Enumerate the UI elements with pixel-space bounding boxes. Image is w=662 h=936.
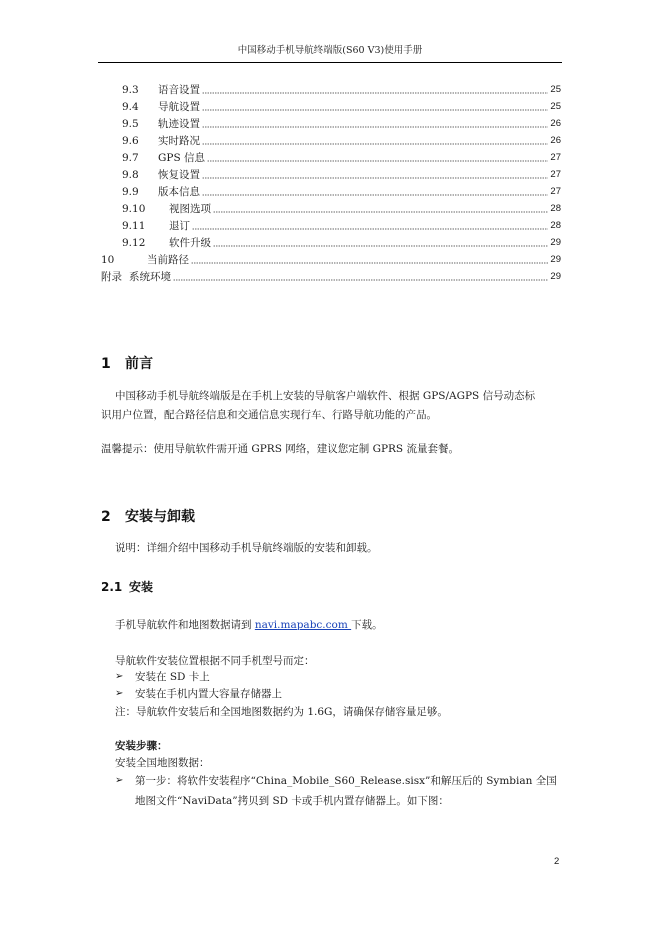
section-title: 安装与卸载 xyxy=(125,509,195,525)
toc-entry-9-11[interactable] xyxy=(122,216,561,233)
toc-leader-dots xyxy=(202,169,548,179)
toc-page-number: 27 xyxy=(550,186,561,197)
arrow-bullet-icon: ➢ xyxy=(115,688,124,699)
toc-leader-dots xyxy=(202,118,548,128)
toc-number: 10 xyxy=(101,254,115,266)
toc-page-number: 25 xyxy=(550,84,561,95)
arrow-bullet-icon: ➢ xyxy=(115,671,124,682)
toc-number: 9.10 xyxy=(122,203,146,215)
toc-leader-dots xyxy=(173,271,548,281)
bullet-item xyxy=(115,684,561,704)
section-1-paragraph-line-2: 识用户位置，配合路径信息和交通信息实现行车、行路导航功能的产品。 xyxy=(101,409,437,421)
toc-leader-dots xyxy=(207,152,548,162)
toc-entry-9-8[interactable] xyxy=(122,165,561,182)
section-2-description: 说明：详细介绍中国移动手机导航终端版的安装和卸载。 xyxy=(115,542,378,554)
toc-title: GPS 信息 xyxy=(158,152,205,164)
toc-entry-9-6[interactable] xyxy=(122,131,561,148)
download-suffix: 下载。 xyxy=(351,619,383,631)
toc-entry-appendix[interactable] xyxy=(101,267,561,284)
arrow-bullet-icon: ➢ xyxy=(115,775,124,786)
toc-leader-dots xyxy=(213,203,548,213)
toc-title: 恢复设置 xyxy=(158,169,200,181)
toc-page-number: 26 xyxy=(550,135,561,146)
toc-title: 实时路况 xyxy=(158,135,200,147)
toc-page-number: 26 xyxy=(550,118,561,129)
step-1-line-1: 第一步：将软件安装程序“China_Mobile_S60_Release.sisx”和解压后的 Symbian 全国 xyxy=(135,775,557,787)
toc-number: 9.7 xyxy=(122,152,139,164)
toc-number: 9.12 xyxy=(122,237,146,249)
toc-leader-dots xyxy=(202,186,548,196)
toc-page-number: 28 xyxy=(550,203,561,214)
install-steps-intro: 安装全国地图数据： xyxy=(115,757,210,769)
toc-number: 9.9 xyxy=(122,186,139,198)
toc-entry-9-3[interactable] xyxy=(122,80,561,97)
section-2-heading xyxy=(101,508,195,526)
toc-number: 9.6 xyxy=(122,135,139,147)
toc-title: 轨迹设置 xyxy=(158,118,200,130)
bullet-text: 安装在 SD 卡上 xyxy=(135,671,210,683)
toc-title: 系统环境 xyxy=(129,271,171,283)
download-paragraph xyxy=(115,615,561,635)
page-header xyxy=(98,44,562,63)
tip-paragraph: 温馨提示：使用导航软件需开通 GPRS 网络，建议您定制 GPRS 流量套餐。 xyxy=(101,443,459,455)
toc-page-number: 29 xyxy=(550,237,561,248)
toc-title: 导航设置 xyxy=(158,101,200,113)
section-1-heading xyxy=(101,355,153,373)
toc-entry-9-10[interactable] xyxy=(122,199,561,216)
toc-leader-dots xyxy=(202,135,548,145)
install-steps-heading: 安装步骤： xyxy=(115,740,168,752)
toc-page-number: 27 xyxy=(550,152,561,163)
toc-title: 视图选项 xyxy=(169,203,211,215)
toc-number: 9.11 xyxy=(122,220,146,232)
toc-entry-9-5[interactable] xyxy=(122,114,561,131)
toc-leader-dots xyxy=(191,254,548,264)
toc-entry-10[interactable] xyxy=(101,250,561,267)
download-link[interactable]: navi.mapabc.com xyxy=(254,619,352,631)
section-1-paragraph-line-1: 中国移动手机导航终端版是在手机上安装的导航客户端软件、根据 GPS/AGPS 信号动态标 xyxy=(115,390,536,402)
toc-title: 当前路径 xyxy=(147,254,189,266)
toc-title: 退订 xyxy=(169,220,190,232)
download-text: 手机导航软件和地图数据请到 xyxy=(115,619,255,631)
section-number: 1 xyxy=(101,356,111,372)
header-title: 中国移动手机导航终端版(S60 V3)使用手册 xyxy=(237,45,423,56)
toc-page-number: 29 xyxy=(550,254,561,265)
toc-entry-9-4[interactable] xyxy=(122,97,561,114)
toc-leader-dots xyxy=(202,84,548,94)
toc-number: 9.8 xyxy=(122,169,139,181)
step-1-line-2: 地图文件“NaviData”拷贝到 SD 卡或手机内置存储器上。如下图： xyxy=(135,795,449,807)
toc-title: 语音设置 xyxy=(158,84,200,96)
toc-page-number: 27 xyxy=(550,169,561,180)
toc-number: 附录 xyxy=(101,271,122,283)
section-number: 2 xyxy=(101,509,111,525)
storage-note: 注：导航软件安装后和全国地图数据约为 1.6G，请确保存储容量足够。 xyxy=(115,706,448,718)
install-location-intro: 导航软件安装位置根据不同手机型号而定： xyxy=(115,655,315,667)
section-title: 前言 xyxy=(125,356,153,372)
step-1-item xyxy=(115,771,565,811)
toc-title: 软件升级 xyxy=(169,237,211,249)
toc-number: 9.3 xyxy=(122,84,139,96)
bullet-text: 安装在手机内置大容量存储器上 xyxy=(135,688,282,700)
toc-page-number: 28 xyxy=(550,220,561,231)
toc-page-number: 25 xyxy=(550,101,561,112)
toc-entry-9-9[interactable] xyxy=(122,182,561,199)
toc-leader-dots xyxy=(213,237,548,247)
toc-title: 版本信息 xyxy=(158,186,200,198)
toc-number: 9.5 xyxy=(122,118,139,130)
toc-page-number: 29 xyxy=(550,271,561,282)
toc-number: 9.4 xyxy=(122,101,139,113)
toc-leader-dots xyxy=(192,220,548,230)
subsection-title: 安装 xyxy=(129,580,154,594)
subsection-2-1-heading xyxy=(101,579,153,595)
toc-entry-9-12[interactable] xyxy=(122,233,561,250)
page-number: 2 xyxy=(554,856,560,867)
toc-leader-dots xyxy=(202,101,548,111)
subsection-number: 2.1 xyxy=(101,580,123,594)
toc-entry-9-7[interactable] xyxy=(122,148,561,165)
